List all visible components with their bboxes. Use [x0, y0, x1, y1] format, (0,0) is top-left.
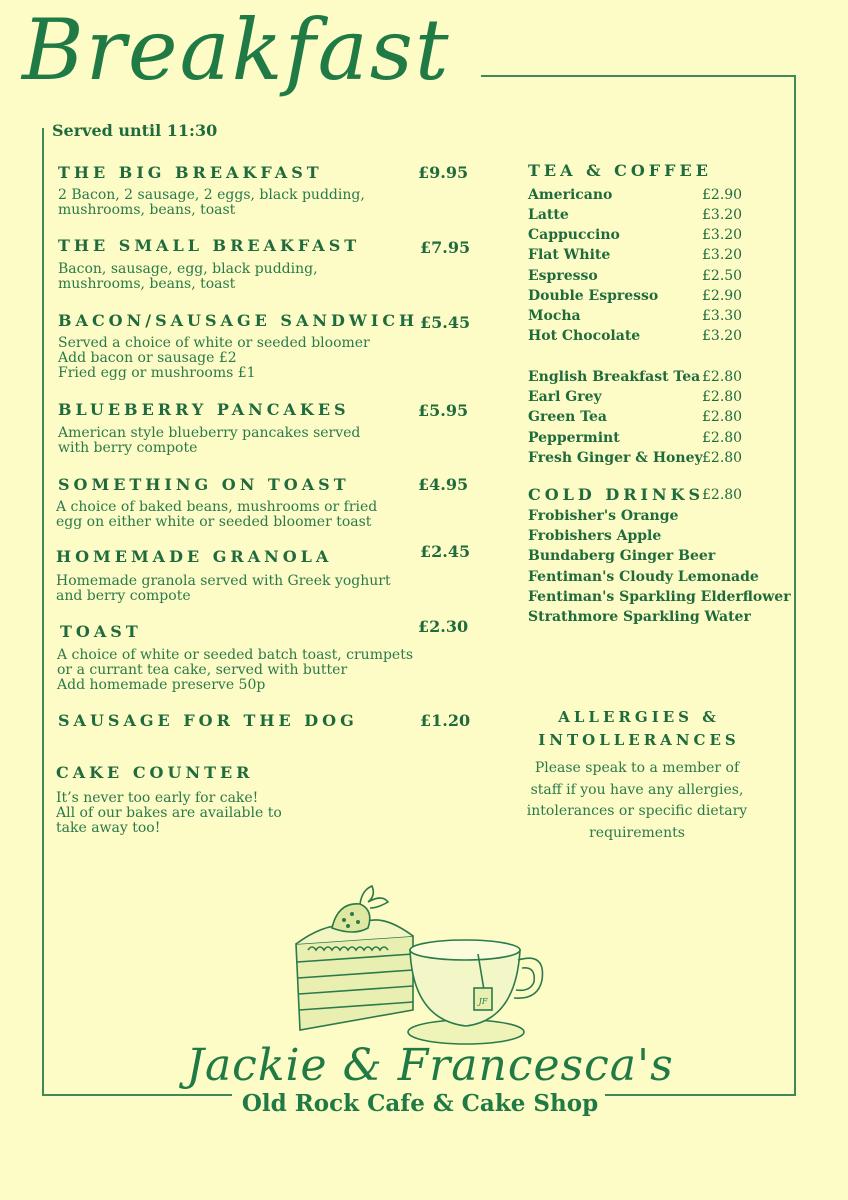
drink-price: £2.80 — [702, 389, 743, 405]
drink-name: Flat White — [528, 247, 611, 263]
cake-desc-line: It’s never too early for cake! — [56, 790, 259, 806]
cake-desc-line: All of our bakes are available to — [56, 805, 282, 821]
cake-and-teacup-illustration — [288, 880, 548, 1050]
drink-price: £3.20 — [702, 247, 743, 263]
item-desc-line: and berry compote — [56, 588, 191, 604]
item-price: £9.95 — [418, 163, 469, 182]
drink-name: Espresso — [528, 268, 598, 284]
drink-price: £2.80 — [702, 369, 743, 385]
cake-counter-heading: CAKE COUNTER — [56, 763, 254, 782]
drink-row — [528, 207, 788, 227]
item-price: £1.20 — [420, 711, 471, 730]
drink-row — [528, 369, 788, 389]
item-name: HOMEMADE GRANOLA — [56, 547, 333, 566]
drink-row — [528, 450, 788, 470]
item-description — [58, 262, 418, 292]
item-name: THE BIG BREAKFAST — [58, 163, 323, 182]
drink-price: £2.90 — [702, 288, 743, 304]
item-desc-line: A choice of baked beans, mushrooms or fried — [56, 499, 378, 515]
allergies-heading-line: INTOLLERANCES — [538, 731, 740, 749]
drink-row — [528, 268, 788, 288]
frame-left-line — [42, 128, 44, 1095]
item-price: £5.45 — [420, 313, 471, 332]
drink-price: £3.20 — [702, 227, 743, 243]
drink-price: £2.50 — [702, 268, 743, 284]
drink-name: Peppermint — [528, 430, 620, 446]
item-price: £2.45 — [420, 542, 471, 561]
frame-top-line — [481, 75, 795, 77]
cold-drinks-price: £2.80 — [702, 487, 743, 503]
item-name: THE SMALL BREAKFAST — [58, 236, 361, 255]
brand-subtitle: Old Rock Cafe & Cake Shop — [241, 1090, 599, 1117]
cake-counter-description — [56, 791, 416, 836]
drink-row — [528, 187, 788, 207]
drink-price: £3.20 — [702, 207, 743, 223]
served-until: Served until 11:30 — [52, 121, 218, 140]
item-desc-line: Add bacon or sausage £2 — [58, 350, 237, 366]
drink-price: £3.20 — [702, 328, 743, 344]
drink-name: Mocha — [528, 308, 581, 324]
item-desc-line: mushrooms, beans, toast — [58, 202, 236, 218]
item-description — [58, 426, 418, 456]
drink-name: Latte — [528, 207, 569, 223]
item-desc-line: Fried egg or mushrooms £1 — [58, 365, 256, 381]
item-desc-line: Homemade granola served with Greek yoghurt — [56, 573, 391, 589]
item-name: BLUEBERRY PANCAKES — [58, 400, 350, 419]
cold-drink-item: Fentiman's Cloudy Lemonade — [528, 569, 759, 585]
cold-drink-item: Fentiman's Sparkling Elderflower — [528, 589, 791, 605]
tea-coffee-heading: TEA & COFFEE — [528, 161, 712, 180]
item-description — [58, 336, 418, 381]
item-name: SOMETHING ON TOAST — [58, 475, 350, 494]
item-name: BACON/SAUSAGE SANDWICH — [58, 311, 419, 330]
allergies-text — [520, 758, 754, 844]
allergies-heading-line: ALLERGIES & — [558, 708, 720, 726]
drink-row — [528, 247, 788, 267]
drink-price: £3.30 — [702, 308, 743, 324]
drink-price: £2.80 — [702, 430, 743, 446]
drink-row — [528, 389, 788, 409]
cake-desc-line: take away too! — [56, 820, 161, 836]
drink-price: £2.80 — [702, 450, 743, 466]
page-title: Breakfast — [22, 1, 451, 99]
item-desc-line: American style blueberry pancakes served — [58, 425, 361, 441]
drink-name: Green Tea — [528, 409, 607, 425]
item-desc-line: A choice of white or seeded batch toast, crumpets — [57, 647, 414, 663]
item-price: £5.95 — [418, 401, 469, 420]
drink-row — [528, 409, 788, 429]
drink-name: Cappuccino — [528, 227, 620, 243]
drink-name: Hot Chocolate — [528, 328, 641, 344]
drink-row — [528, 288, 788, 308]
cold-drink-item: Strathmore Sparkling Water — [528, 609, 751, 625]
item-description — [57, 648, 417, 693]
item-description — [56, 574, 416, 604]
item-desc-line: 2 Bacon, 2 sausage, 2 eggs, black pudding, — [58, 187, 365, 203]
item-price: £4.95 — [418, 475, 469, 494]
item-name: TOAST — [60, 622, 142, 641]
item-desc-line: mushrooms, beans, toast — [58, 276, 236, 292]
drink-name: Earl Grey — [528, 389, 602, 405]
cold-drink-item: Bundaberg Ginger Beer — [528, 548, 716, 564]
item-desc-line: or a currant tea cake, served with butter — [57, 662, 348, 678]
item-desc-line: Served a choice of white or seeded bloomer — [58, 335, 370, 351]
item-desc-line: Add homemade preserve 50p — [57, 677, 266, 693]
drink-row — [528, 328, 788, 348]
drink-row — [528, 430, 788, 450]
allergies-heading — [524, 706, 754, 752]
drink-name: English Breakfast Tea — [528, 369, 701, 385]
allergies-text-line: staff if you have any allergies, — [530, 781, 744, 798]
cake-slice-icon — [296, 920, 413, 1030]
item-description — [58, 188, 418, 218]
allergies-text-line: Please speak to a member of — [534, 760, 740, 776]
cold-drink-item: Frobishers Apple — [528, 528, 662, 544]
drink-name: Americano — [528, 187, 613, 203]
drink-price: £2.90 — [702, 187, 743, 203]
item-desc-line: with berry compote — [58, 440, 198, 456]
allergies-text-line: requirements — [589, 824, 685, 841]
item-desc-line: egg on either white or seeded bloomer toast — [56, 514, 372, 530]
cold-drinks-heading: COLD DRINKS — [528, 485, 705, 504]
brand-name: Jackie & Francesca's — [186, 1040, 674, 1091]
item-desc-line: Bacon, sausage, egg, black pudding, — [58, 261, 318, 277]
item-description — [56, 500, 416, 530]
item-name: SAUSAGE FOR THE DOG — [58, 711, 358, 730]
drink-name: Double Espresso — [528, 288, 659, 304]
cold-drink-item: Frobisher's Orange — [528, 508, 679, 524]
allergies-text-line: intolerances or specific dietary — [526, 803, 748, 819]
frame-right-line — [794, 75, 796, 1095]
item-price: £7.95 — [420, 238, 471, 257]
drink-name: Fresh Ginger & Honey — [528, 450, 703, 466]
drink-price: £2.80 — [702, 409, 743, 425]
item-price: £2.30 — [418, 617, 469, 636]
drink-row — [528, 227, 788, 247]
teacup-icon — [408, 940, 543, 1044]
drink-row — [528, 308, 788, 328]
cup-monogram: JF — [478, 997, 488, 1006]
